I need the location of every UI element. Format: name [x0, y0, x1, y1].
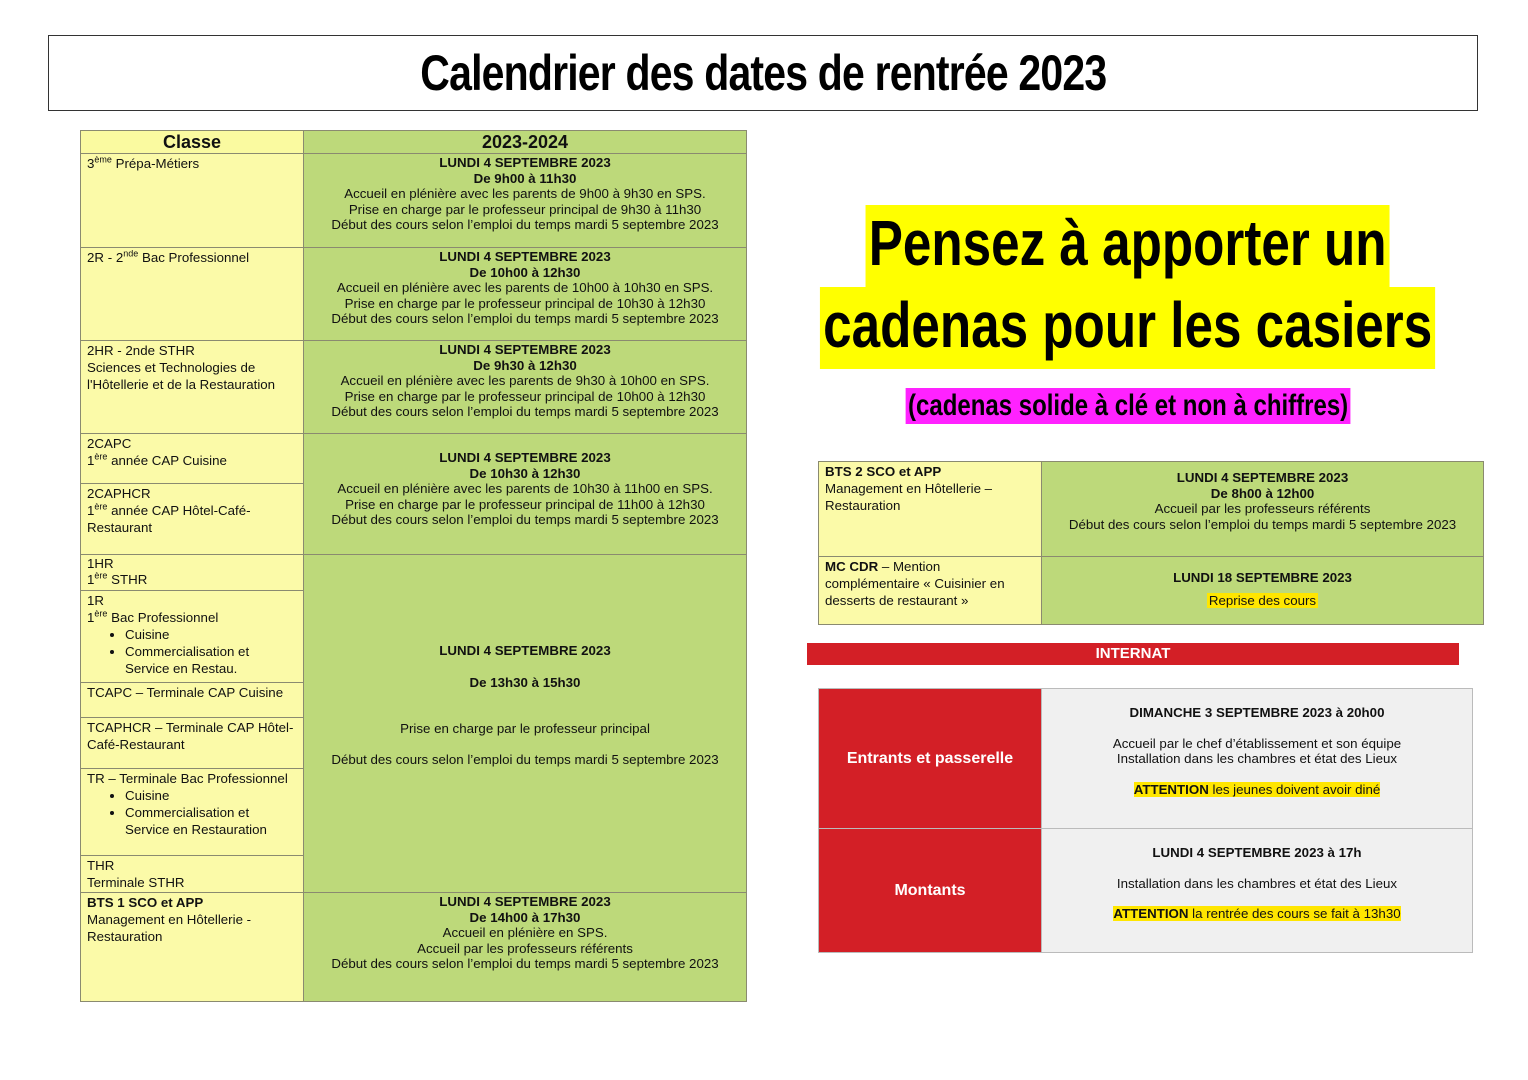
date-text: DIMANCHE 3 SEPTEMBRE 2023 à 20h00 [1129, 705, 1385, 720]
classe-cell [81, 893, 304, 1002]
tcapc-block: TCAPC – Terminale CAP Cuisine [81, 683, 303, 718]
classe-text: 1 [87, 572, 95, 587]
date-text: LUNDI 4 SEPTEMBRE 2023 [439, 249, 611, 264]
classe-text: – Mention [878, 559, 941, 574]
date-cell [304, 248, 747, 341]
headline-line-2: cadenas pour les casiers [820, 287, 1435, 369]
table-row [81, 154, 747, 248]
cap-cuisine-block [81, 434, 303, 484]
classe-text: 2HR - 2nde STHR [87, 343, 195, 358]
date-cell [1042, 462, 1484, 557]
date-text: LUNDI 4 SEPTEMBRE 2023 [439, 894, 611, 909]
table-header-row [81, 131, 747, 154]
date-text: LUNDI 4 SEPTEMBRE 2023 [439, 643, 611, 658]
classe-cell [819, 462, 1042, 557]
info-line: Prise en charge par le professeur principal de 9h30 à 11h30 [348, 201, 702, 217]
classe-code: BTS 2 SCO et APP [825, 464, 942, 479]
time-text: De 10h30 à 12h30 [469, 465, 581, 481]
classe-cell [81, 248, 304, 341]
classe-code: MC CDR [825, 559, 879, 574]
classe-text: 1 [87, 610, 95, 625]
date-text: LUNDI 4 SEPTEMBRE 2023 [439, 155, 611, 170]
headline-line-1: Pensez à apporter un [866, 205, 1390, 287]
info-line: Accueil par le chef d’établissement et son équipe [1112, 735, 1402, 751]
info-line: Accueil en plénière avec les parents de 10h30 à 11h00 en SPS. [337, 481, 713, 496]
attention-label: ATTENTION [1133, 781, 1209, 797]
option-item: • Commercialisation et Service en Restauration [125, 804, 297, 838]
classe-cell [81, 154, 304, 248]
attention-text: la rentrée des cours se fait à 13h30 [1188, 906, 1401, 921]
attention-label: ATTENTION [1113, 906, 1189, 921]
reprise-note: Reprise des cours [1208, 593, 1317, 608]
classe-sup: ème [94, 154, 112, 165]
info-line: Accueil par les professeurs référents [417, 940, 633, 956]
table-row [81, 341, 747, 434]
info-line: Début des cours selon l’emploi du temps mardi 5 septembre 2023 [331, 956, 719, 971]
time-text: De 10h00 à 12h30 [469, 264, 581, 280]
classe-text: STHR [107, 572, 148, 587]
info-line: Installation dans les chambres et état des Lieux [1116, 751, 1398, 766]
classe-code: BTS 1 SCO et APP [87, 895, 204, 910]
info-line: Installation dans les chambres et état des Lieux [1116, 875, 1398, 891]
classe-cell [81, 555, 304, 893]
option-item: • Commercialisation et Service en Restau. [125, 643, 297, 677]
date-cell [304, 893, 747, 1002]
padlock-headline [818, 205, 1438, 369]
tr-block [81, 769, 303, 856]
info-line: Début des cours selon l’emploi du temps mardi 5 septembre 2023 [331, 512, 719, 527]
classe-cell [81, 341, 304, 434]
table-row [819, 462, 1484, 557]
table-row [819, 829, 1473, 953]
table-row [819, 689, 1473, 829]
classe-text: Bac Professionnel [107, 610, 219, 625]
classe-sup: ère [94, 501, 108, 512]
classe-text: Terminale STHR [87, 875, 185, 890]
time-text: De 9h30 à 12h30 [473, 357, 577, 373]
schedule-table [80, 130, 747, 1002]
classe-text: Management en Hôtellerie - [87, 912, 252, 927]
date-cell [304, 341, 747, 434]
cap-hcr-block [81, 484, 303, 537]
time-text: De 9h00 à 11h30 [473, 170, 577, 186]
classe-code: 2CAPHCR [87, 486, 151, 501]
header-year: 2023-2024 [304, 131, 747, 154]
date-cell [1042, 557, 1484, 625]
info-line: Prise en charge par le professeur principal [400, 721, 650, 736]
time-text: De 13h30 à 15h30 [469, 675, 581, 690]
time-text: De 14h00 à 17h30 [469, 909, 581, 925]
classe-text: 2R - 2 [87, 250, 124, 265]
info-line: Début des cours selon l’emploi du temps mardi 5 septembre 2023 [1068, 516, 1457, 532]
info-line: Début des cours selon l’emploi du temps mardi 5 septembre 2023 [331, 752, 719, 767]
thr-block [81, 856, 303, 892]
date-text: LUNDI 4 SEPTEMBRE 2023 [439, 450, 611, 465]
classe-text: 1 [87, 503, 95, 518]
date-cell [304, 434, 747, 555]
classe-cell [81, 434, 304, 555]
classe-text: Bac Professionnel [138, 250, 250, 265]
classe-sup: ère [94, 570, 108, 581]
table-row [819, 557, 1484, 625]
classe-text: desserts de restaurant » [825, 593, 969, 608]
classe-text: Prépa-Métiers [111, 156, 200, 171]
classe-text: Restauration [87, 929, 163, 944]
classe-text: année CAP Hôtel-Café- [107, 503, 251, 518]
date-text: LUNDI 4 SEPTEMBRE 2023 à 17h [1152, 845, 1362, 860]
info-line: Début des cours selon l’emploi du temps mardi 5 septembre 2023 [331, 311, 719, 326]
internat-table [818, 688, 1473, 953]
table-row [81, 555, 747, 893]
classe-text: TR – Terminale Bac Professionnel [87, 771, 288, 786]
page-title: Calendrier des dates de rentrée 2023 [419, 45, 1107, 101]
classe-code: 1HR [87, 556, 114, 571]
classe-text: 1 [87, 453, 95, 468]
table-row [81, 893, 747, 1002]
classe-sup: nde [123, 248, 139, 259]
time-text: De 8h00 à 12h00 [1210, 485, 1315, 501]
classe-text: année CAP Cuisine [107, 453, 227, 468]
option-item: • Cuisine [125, 787, 297, 804]
classe-sup: ère [94, 608, 108, 619]
info-line: Début des cours selon l’emploi du temps mardi 5 septembre 2023 [331, 404, 719, 419]
internat-title: INTERNAT [807, 643, 1459, 665]
classe-text: Restaurant [87, 520, 153, 535]
date-text: LUNDI 4 SEPTEMBRE 2023 [1176, 470, 1349, 485]
info-line: Accueil par les professeurs référents [1154, 501, 1371, 516]
classe-code: THR [87, 858, 115, 873]
date-text: LUNDI 18 SEPTEMBRE 2023 [1173, 570, 1352, 585]
table-row [81, 248, 747, 341]
info-line: Prise en charge par le professeur principal de 10h00 à 12h30 [344, 388, 706, 404]
r1-block [81, 591, 303, 683]
classe-text: l'Hôtellerie et de la Restauration [87, 377, 276, 392]
classe-cell [819, 557, 1042, 625]
header-classe: Classe [81, 131, 304, 154]
internat-info [1042, 829, 1473, 953]
info-line: Début des cours selon l’emploi du temps mardi 5 septembre 2023 [331, 217, 719, 232]
info-line: Prise en charge par le professeur principal de 11h00 à 12h30 [345, 496, 705, 512]
info-line: Accueil en plénière avec les parents de 9h30 à 10h00 en SPS. [340, 373, 710, 388]
classe-text: Sciences et Technologies de [87, 360, 256, 375]
internat-label: Montants [819, 829, 1042, 953]
padlock-subline-wrap [818, 388, 1438, 424]
attention-text: les jeunes doivent avoir diné [1208, 781, 1381, 797]
date-text: LUNDI 4 SEPTEMBRE 2023 [439, 342, 611, 357]
date-cell [304, 555, 747, 893]
classe-text: 3 [87, 156, 95, 171]
info-line: Prise en charge par le professeur principal de 10h30 à 12h30 [344, 295, 706, 311]
bts2-table [818, 461, 1484, 625]
info-line: Accueil en plénière en SPS. [442, 925, 608, 940]
classe-text: Restauration [825, 498, 901, 513]
hr1-block [81, 555, 303, 591]
title-box [48, 35, 1478, 111]
table-row [81, 434, 747, 555]
date-cell [304, 154, 747, 248]
internat-info [1042, 689, 1473, 829]
classe-code: 2CAPC [87, 436, 132, 451]
tcaphcr-block: TCAPHCR – Terminale CAP Hôtel-Café-Restaurant [81, 718, 303, 769]
option-item: • Cuisine [125, 626, 297, 643]
classe-code: 1R [87, 593, 104, 608]
classe-text: complémentaire « Cuisinier en [825, 576, 1005, 591]
padlock-subline: (cadenas solide à clé et non à chiffres) [906, 388, 1351, 424]
info-line: Accueil en plénière avec les parents de 10h00 à 10h30 en SPS. [336, 280, 714, 295]
internat-label: Entrants et passerelle [819, 689, 1042, 829]
classe-text: Management en Hôtellerie – [825, 481, 993, 496]
classe-sup: ère [94, 451, 108, 462]
info-line: Accueil en plénière avec les parents de 9h00 à 9h30 en SPS. [344, 186, 706, 201]
